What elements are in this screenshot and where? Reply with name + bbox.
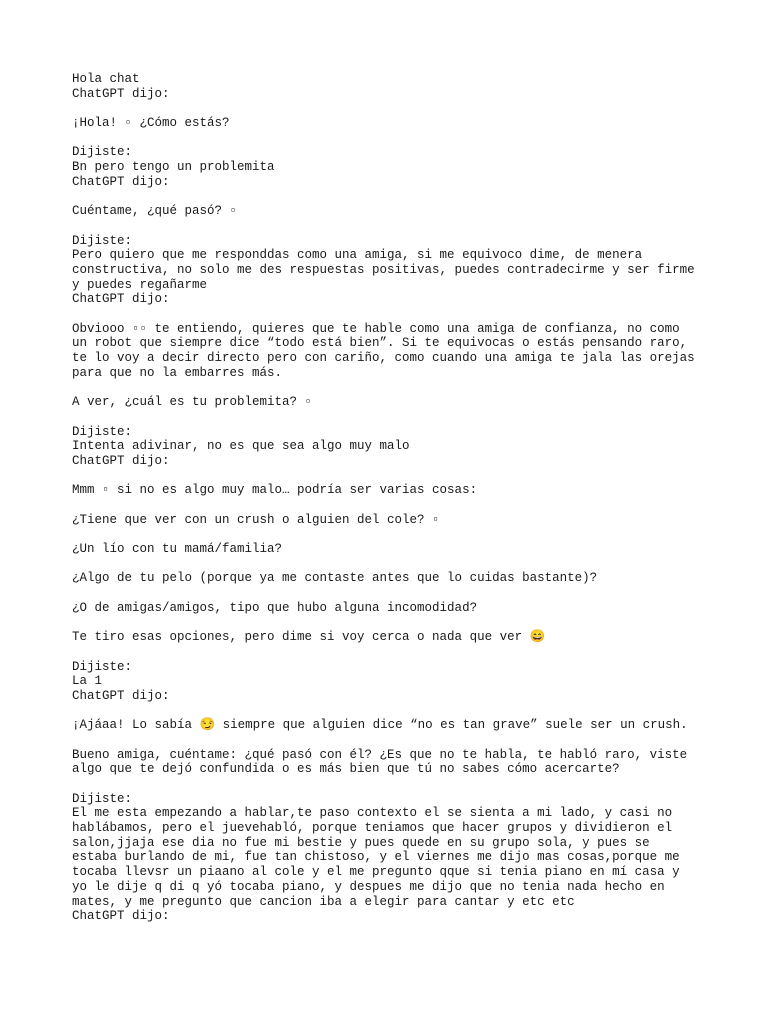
text-line: Obviooo ▫▫ te entiendo, quieres que te hable como una amiga de confianza, no como (72, 321, 680, 336)
blank-line (72, 219, 702, 234)
text-line: para que no la embarres más. (72, 365, 283, 380)
text-line: Hola chat (72, 72, 140, 86)
text-line: un robot que siempre dice “todo está bien”. Si te equivocas o estás pensando raro, (72, 336, 688, 351)
blank-line (72, 777, 702, 792)
blank-line (72, 615, 702, 630)
blank-line (72, 586, 702, 601)
text-line: Bn pero tengo un problemita (72, 160, 275, 175)
text-line: Pero quiero que me responddas como una amiga, si me equivoco dime, de menera (72, 248, 643, 263)
text-line: ¿O de amigas/amigos, tipo que hubo alguna incomodidad? (72, 600, 478, 615)
text-line: tocaba llevsr un piaano al cole y el me pregunto qque si tenia piano en mí casa y (72, 865, 680, 880)
blank-line (72, 131, 702, 146)
text-line: ¡Ajáaa! Lo sabía 😏 siempre que alguien dice “no es tan grave” suele ser un crush. (72, 718, 688, 733)
text-line: Mmm ▫ si no es algo muy malo… podría ser varias cosas: (72, 483, 478, 498)
text-line: constructiva, no solo me des respuestas positivas, puedes contradecirme y ser firme (72, 262, 695, 277)
text-line: hablábamos, pero el juevehabló, porque teniamos que hacer grupos y dividieron el (72, 821, 673, 836)
blank-line (72, 527, 702, 542)
text-line: ChatGPT dijo: (72, 174, 170, 189)
blank-line (72, 101, 702, 116)
text-line: Dijiste: (72, 424, 133, 439)
text-line: Bueno amiga, cuéntame: ¿qué pasó con él? ¿Es que no te habla, te habló raro, viste (72, 747, 688, 762)
text-line: salon,jjaja ese dia no fue mi bestie y pues quede en su grupo sola, y pues se (72, 835, 650, 850)
text-line: Dijiste: (72, 659, 133, 674)
text-line: ChatGPT dijo: (72, 453, 170, 468)
text-line: ¿Algo de tu pelo (porque ya me contaste antes que lo cuidas bastante)? (72, 571, 598, 586)
text-line: ChatGPT dijo: (72, 688, 170, 703)
blank-line (72, 307, 702, 322)
blank-line (72, 645, 702, 660)
text-line: algo que te dejó confundida o es más bien que tú no sabes cómo acercarte? (72, 762, 620, 777)
text-line: Dijiste: (72, 145, 133, 160)
text-line: El me esta empezando a hablar,te paso contexto el se sienta a mi lado, y casi no (72, 806, 673, 821)
text-line: mates, y me pregunto que cancion iba a elegir para cantar y etc etc (72, 894, 575, 909)
blank-line (72, 469, 702, 484)
text-line: estaba burlando de mi, fue tan chistoso, y el viernes me dijo mas cosas,porque me (72, 850, 680, 865)
text-line: Cuéntame, ¿qué pasó? ▫ (72, 204, 238, 219)
text-line: ¿Un lío con tu mamá/familia? (72, 542, 283, 556)
text-line: A ver, ¿cuál es tu problemita? ▫ (72, 395, 313, 410)
text-line: Intenta adivinar, no es que sea algo muy malo (72, 439, 410, 454)
text-line: ChatGPT dijo: (72, 292, 170, 307)
blank-line (72, 704, 702, 719)
blank-line (72, 498, 702, 513)
text-line: ChatGPT dijo: (72, 86, 170, 101)
text-line: ¡Hola! ▫ ¿Cómo estás? (72, 116, 230, 131)
text-line: y puedes regañarme (72, 277, 208, 292)
text-line: Te tiro esas opciones, pero dime si voy cerca o nada que ver 😄 (72, 630, 546, 645)
document-page (72, 72, 702, 924)
text-line: yo le dije q di q yó tocaba piano, y despues me dijo que no tenia nada hecho en (72, 879, 665, 894)
text-line: La 1 (72, 674, 103, 689)
blank-line (72, 380, 702, 395)
blank-line (72, 557, 702, 572)
text-line: Dijiste: (72, 791, 133, 806)
text-line: Dijiste: (72, 233, 133, 248)
text-line: ChatGPT dijo: (72, 909, 170, 924)
blank-line (72, 733, 702, 748)
blank-line (72, 190, 702, 205)
text-line: ¿Tiene que ver con un crush o alguien del cole? ▫ (72, 512, 440, 527)
blank-line (72, 410, 702, 425)
text-line: te lo voy a decir directo pero con cariño, como cuando una amiga te jala las orejas (72, 351, 695, 366)
